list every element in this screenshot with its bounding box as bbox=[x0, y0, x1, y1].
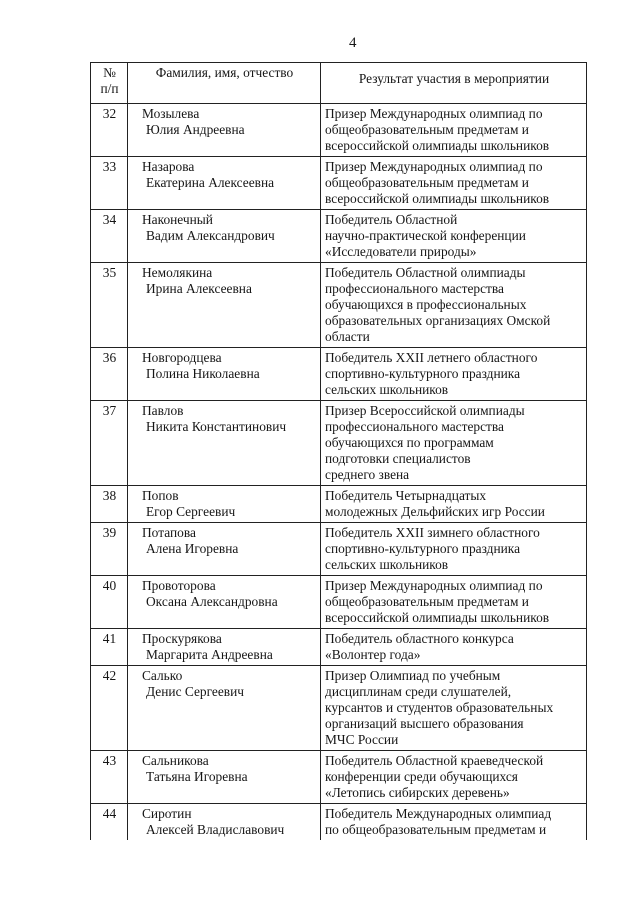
table-header-row bbox=[91, 63, 587, 104]
given-names: Юлия Андреевна bbox=[146, 122, 245, 137]
surname: Сальникова bbox=[142, 753, 209, 768]
header-number-line-1: № bbox=[103, 65, 116, 80]
participant-name bbox=[128, 486, 321, 523]
participant-name bbox=[128, 666, 321, 751]
result-line: области bbox=[325, 329, 370, 344]
header-result: Результат участия в мероприятии bbox=[321, 63, 587, 104]
table-row bbox=[91, 348, 587, 401]
result-line: обучающихся по программам bbox=[325, 435, 494, 450]
table-row bbox=[91, 804, 587, 841]
result-line: сельских школьников bbox=[325, 382, 449, 397]
result-line: конференции среди обучающихся bbox=[325, 769, 518, 784]
table-row bbox=[91, 210, 587, 263]
participant-name bbox=[128, 751, 321, 804]
given-names: Алена Игоревна bbox=[146, 541, 239, 556]
result-line: образовательных организациях Омской bbox=[325, 313, 551, 328]
participation-result bbox=[321, 348, 587, 401]
result-line: Победитель Областной олимпиады bbox=[325, 265, 526, 280]
result-line: Призер Международных олимпиад по bbox=[325, 159, 543, 174]
result-line: среднего звена bbox=[325, 467, 410, 482]
given-names: Никита Константинович bbox=[146, 419, 287, 434]
result-line: всероссийской олимпиады школьников bbox=[325, 138, 550, 153]
given-names: Екатерина Алексеевна bbox=[146, 175, 275, 190]
participant-name bbox=[128, 401, 321, 486]
table-row bbox=[91, 263, 587, 348]
result-line: спортивно-культурного праздника bbox=[325, 366, 521, 381]
table-row bbox=[91, 401, 587, 486]
participant-name bbox=[128, 157, 321, 210]
result-line: всероссийской олимпиады школьников bbox=[325, 610, 550, 625]
result-line: курсантов и студентов образовательных bbox=[325, 700, 554, 715]
given-names: Алексей Владиславович bbox=[146, 822, 285, 837]
participant-name bbox=[128, 804, 321, 841]
header-full-name: Фамилия, имя, отчество bbox=[128, 63, 321, 104]
row-number: 33 bbox=[91, 157, 128, 210]
result-line: общеобразовательным предметам и bbox=[325, 175, 529, 190]
given-names: Егор Сергеевич bbox=[146, 504, 236, 519]
given-names: Татьяна Игоревна bbox=[146, 769, 248, 784]
result-line: Призер Международных олимпиад по bbox=[325, 106, 543, 121]
result-line: подготовки специалистов bbox=[325, 451, 471, 466]
row-number: 41 bbox=[91, 629, 128, 666]
result-line: общеобразовательным предметам и bbox=[325, 594, 529, 609]
table-row bbox=[91, 629, 587, 666]
given-names: Ирина Алексеевна bbox=[146, 281, 252, 296]
surname: Проскурякова bbox=[142, 631, 222, 646]
surname: Салько bbox=[142, 668, 183, 683]
participation-result bbox=[321, 486, 587, 523]
row-number: 32 bbox=[91, 104, 128, 157]
participation-result bbox=[321, 804, 587, 841]
row-number: 36 bbox=[91, 348, 128, 401]
surname: Сиротин bbox=[142, 806, 192, 821]
surname: Провоторова bbox=[142, 578, 216, 593]
participation-result bbox=[321, 210, 587, 263]
given-names: Денис Сергеевич bbox=[146, 684, 245, 699]
table-row bbox=[91, 576, 587, 629]
participation-result bbox=[321, 576, 587, 629]
table-row bbox=[91, 523, 587, 576]
participation-result bbox=[321, 629, 587, 666]
result-line: МЧС России bbox=[325, 732, 399, 747]
table-row bbox=[91, 486, 587, 523]
row-number: 44 bbox=[91, 804, 128, 841]
surname: Попов bbox=[142, 488, 179, 503]
row-number: 34 bbox=[91, 210, 128, 263]
surname: Павлов bbox=[142, 403, 184, 418]
result-line: профессионального мастерства bbox=[325, 419, 504, 434]
surname: Мозылева bbox=[142, 106, 200, 121]
result-line: всероссийской олимпиады школьников bbox=[325, 191, 550, 206]
result-line: молодежных Дельфийских игр России bbox=[325, 504, 545, 519]
result-line: Призер Олимпиад по учебным bbox=[325, 668, 501, 683]
participation-result bbox=[321, 751, 587, 804]
page-number: 4 bbox=[349, 35, 357, 51]
given-names: Полина Николаевна bbox=[146, 366, 260, 381]
result-line: «Летопись сибирских деревень» bbox=[325, 785, 510, 800]
surname: Наконечный bbox=[142, 212, 213, 227]
result-line: Победитель Областной bbox=[325, 212, 458, 227]
participant-name bbox=[128, 104, 321, 157]
participation-result bbox=[321, 104, 587, 157]
result-line: дисциплинам среди слушателей, bbox=[325, 684, 512, 699]
participation-result bbox=[321, 523, 587, 576]
given-names: Маргарита Андреевна bbox=[146, 647, 273, 662]
table-row bbox=[91, 104, 587, 157]
result-line: Победитель Областной краеведческой bbox=[325, 753, 544, 768]
row-number: 42 bbox=[91, 666, 128, 751]
participation-result bbox=[321, 666, 587, 751]
result-line: профессионального мастерства bbox=[325, 281, 504, 296]
result-line: «Исследователи природы» bbox=[325, 244, 477, 259]
header-number bbox=[91, 63, 128, 104]
surname: Новгородцева bbox=[142, 350, 222, 365]
result-line: организаций высшего образования bbox=[325, 716, 524, 731]
participant-name bbox=[128, 629, 321, 666]
given-names: Вадим Александрович bbox=[146, 228, 275, 243]
result-line: Призер Всероссийской олимпиады bbox=[325, 403, 525, 418]
result-line: Победитель Международных олимпиад bbox=[325, 806, 552, 821]
given-names: Оксана Александровна bbox=[146, 594, 278, 609]
result-line: Победитель Четырнадцатых bbox=[325, 488, 487, 503]
row-number: 38 bbox=[91, 486, 128, 523]
participation-result bbox=[321, 157, 587, 210]
result-line: научно-практической конференции bbox=[325, 228, 526, 243]
participant-name bbox=[128, 576, 321, 629]
result-line: Победитель XXII зимнего областного bbox=[325, 525, 540, 540]
result-line: обучающихся в профессиональных bbox=[325, 297, 527, 312]
surname: Потапова bbox=[142, 525, 196, 540]
surname: Немолякина bbox=[142, 265, 213, 280]
table-row bbox=[91, 157, 587, 210]
table-row bbox=[91, 666, 587, 751]
result-line: Победитель областного конкурса bbox=[325, 631, 514, 646]
result-line: спортивно-культурного праздника bbox=[325, 541, 521, 556]
row-number: 40 bbox=[91, 576, 128, 629]
result-line: общеобразовательным предметам и bbox=[325, 122, 529, 137]
participant-name bbox=[128, 348, 321, 401]
result-line: Победитель XXII летнего областного bbox=[325, 350, 538, 365]
result-line: «Волонтер года» bbox=[325, 647, 421, 662]
participant-name bbox=[128, 263, 321, 348]
participants-table bbox=[90, 62, 587, 840]
participant-name bbox=[128, 210, 321, 263]
result-line: по общеобразовательным предметам и bbox=[325, 822, 547, 837]
participation-result bbox=[321, 263, 587, 348]
result-line: Призер Международных олимпиад по bbox=[325, 578, 543, 593]
row-number: 43 bbox=[91, 751, 128, 804]
row-number: 37 bbox=[91, 401, 128, 486]
table-row bbox=[91, 751, 587, 804]
header-number-line-2: п/п bbox=[100, 81, 119, 96]
result-line: сельских школьников bbox=[325, 557, 449, 572]
row-number: 35 bbox=[91, 263, 128, 348]
surname: Назарова bbox=[142, 159, 195, 174]
participant-name bbox=[128, 523, 321, 576]
row-number: 39 bbox=[91, 523, 128, 576]
participation-result bbox=[321, 401, 587, 486]
